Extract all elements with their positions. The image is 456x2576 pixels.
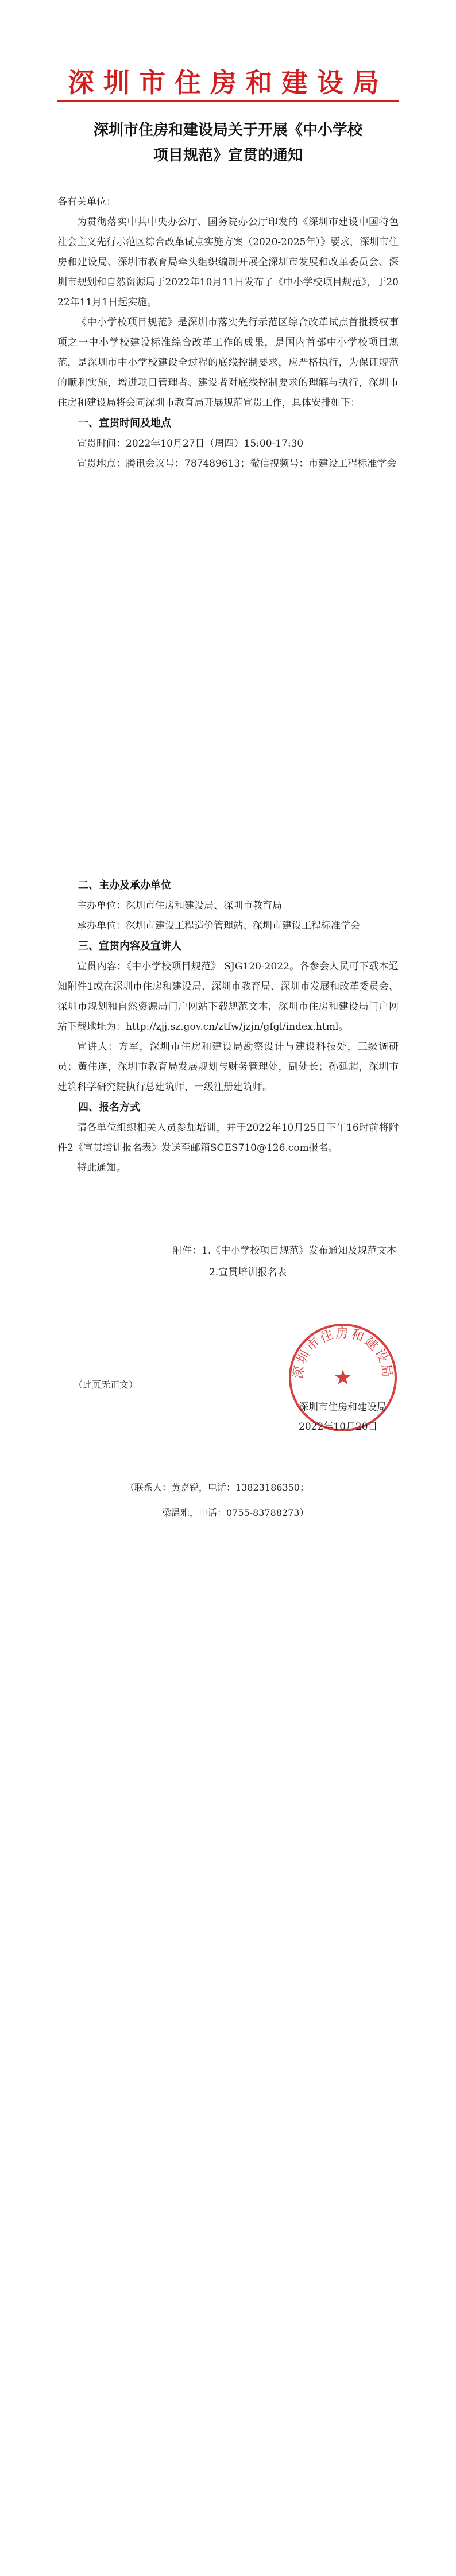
attachments xyxy=(57,1240,399,1283)
masthead-divider xyxy=(57,100,399,102)
contact-line-1: （联系人：黄嘉锐，电话：13823186350； xyxy=(125,1482,309,1493)
attachment-1: 附件：1.《中小学校项目规范》发布通知及规范文本 xyxy=(172,1245,397,1256)
notice-body-intro xyxy=(57,192,399,474)
contact-line-2: 梁温雅，电话：0755-83788273） xyxy=(162,1507,309,1518)
signature-block xyxy=(299,1398,414,1437)
notice-title xyxy=(63,118,393,168)
section-1-time: 宣贯时间：2022年10月27日（周四）15:00-17:30 xyxy=(77,438,304,449)
section-1-place: 宣贯地点：腾讯会议号：787489613；微信视频号：市建设工程标准学会 xyxy=(77,458,397,470)
title-line-1: 深圳市住房和建设局关于开展《中小学校 xyxy=(93,122,362,139)
paragraph-2: 《中小学校项目规范》是深圳市落实先行示范区综合改革试点首批授权事项之一中小学校建设标准综合改革工作的成果，是国内首部中小学校项目规范，是深圳市中小学校建设全过程的底线控制要求，应严格执行，为保证规范的顺利实施，增进项目管理者、建设者对底线控制要求的理解与执行，深圳市住房和建设局将会同深圳市教育局开展规范宣贯工作，具体安排如下： xyxy=(57,317,399,409)
seal-text: 深圳市住房和建设局 xyxy=(291,1326,395,1380)
masthead: 深圳市住房和建设局 xyxy=(68,67,388,98)
section-3-heading: 三、宣贯内容及宣讲人 xyxy=(78,940,181,952)
postscript: （此页无正文） xyxy=(74,1379,138,1390)
section-4-text: 请各单位组织相关人员参加培训，并于2022年10月25日下午16时前将附件2《宣贯培训报名表》发送至邮箱SCES710@126.com报名。 xyxy=(57,1122,399,1154)
contact-info xyxy=(125,1475,309,1526)
title-line-2: 项目规范》宣贯的通知 xyxy=(153,147,303,164)
attachment-2: 2.宣贯培训报名表 xyxy=(209,1267,287,1278)
salutation: 各有关单位： xyxy=(57,196,116,208)
svg-text:★: ★ xyxy=(333,1366,353,1390)
section-1-heading: 一、宣贯时间及地点 xyxy=(78,417,171,429)
section-2-heading: 二、主办及承办单位 xyxy=(78,879,171,891)
section-3-speakers: 宣讲人：方军，深圳市住房和建设局勘察设计与建设科技处，三级调研员；黄伟连，深圳市教育局发展规划与财务管理处，副处长；孙延超，深圳市建筑科学研究院执行总建筑师，一级注册建筑师。 xyxy=(57,1041,399,1093)
section-4-closing: 特此通知。 xyxy=(77,1162,126,1174)
section-4-heading: 四、报名方式 xyxy=(78,1101,140,1114)
paragraph-1: 为贯彻落实中共中央办公厅、国务院办公厅印发的《深圳市建设中国特色社会主义先行示范区综合改革试点实施方案（2020-2025年）》要求，深圳市住房和建设局、深圳市教育局牵头组织编制开展全深圳市发展和改革委员会、深圳市规划和自然资源局于2022年10月11日发布了《中小学校项目规范》，于2022年11月1日起实施。 xyxy=(57,216,399,308)
signature-date: 2022年10月20日 xyxy=(299,1421,378,1433)
notice-body-main xyxy=(57,875,399,1178)
signature-org: 深圳市住房和建设局 xyxy=(299,1402,387,1413)
section-2-organizer: 承办单位：深圳市建设工程造价管理站、深圳市建设工程标准学会 xyxy=(77,920,360,932)
section-2-host: 主办单位：深圳市住房和建设局、深圳市教育局 xyxy=(77,900,282,911)
section-3-content: 宣贯内容：《中小学校项目规范》 SJG120-2022。各参会人员可下载本通知附件1或在深圳市住房和建设局、深圳市教育局、深圳市发展和改革委员会、深圳市规划和自然资源局门户网站下载规范文本，深圳市住房和建设局门户网站下载地址为：http://zjj.sz.gov.cn/ztfw/jzjn/gfgl/index.html。 xyxy=(57,961,399,1033)
